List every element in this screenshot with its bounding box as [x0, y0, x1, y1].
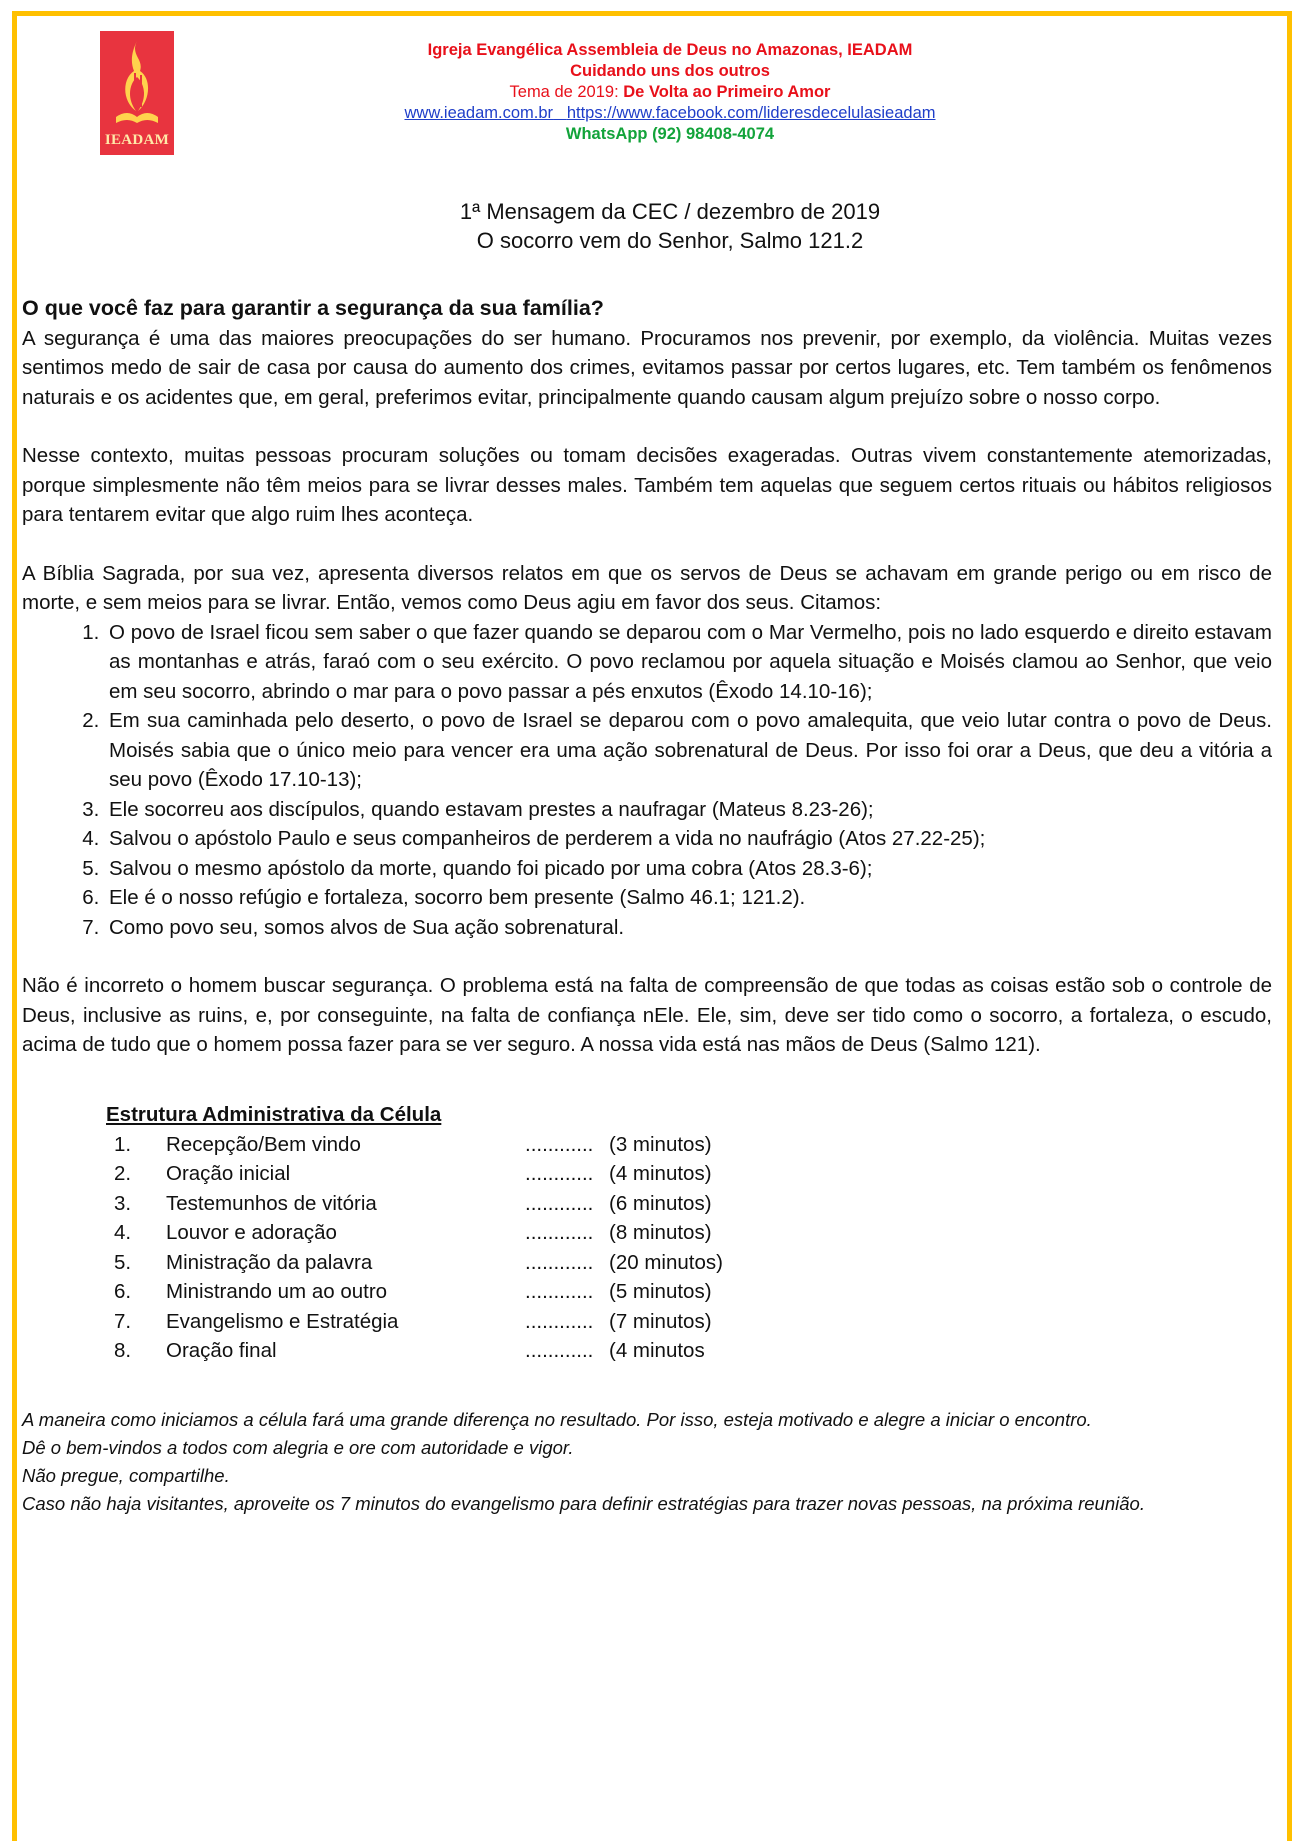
list-item: 2. Em sua caminhada pelo deserto, o povo de Israel se deparou com o povo amalequita, que veio lutar contra o povo de Deus. Moisés sabia que o único meio para vencer era uma ação sobrenatural de Deus. Por isso foi orar a Deus, que deu a vitória a seu povo (Êxodo 17.10-13); [105, 706, 1272, 795]
note-3: Não pregue, compartilhe. [22, 1464, 230, 1486]
list-item: 6. Ele é o nosso refúgio e fortaleza, socorro bem presente (Salmo 46.1; 121.2). [105, 883, 1272, 913]
theme-line [300, 82, 1040, 103]
paragraph-2: Nesse contexto, muitas pessoas procuram soluções ou tomam decisões exageradas. Outras vivem constantemente atemorizadas, porque simplesmente não têm meios para se livrar desses males. Também tem aquelas que seguem certos rituais ou hábitos religiosos para tentarem evitar que algo ruim lhes aconteça. [22, 444, 1272, 526]
facebook-link[interactable]: https://www.facebook.com/lideresdecelulasieadam [566, 104, 936, 122]
structure-row: 8. Oração final ............ (4 minutos [114, 1339, 705, 1362]
list-item: 5. Salvou o mesmo apóstolo da morte, quando foi picado por uma cobra (Atos 28.3-6); [105, 854, 1272, 884]
structure-row: 1. Recepção/Bem vindo ............ (3 minutos) [114, 1132, 712, 1156]
note-2: Dê o bem-vindos a todos com alegria e ore com autoridade e vigor. [22, 1436, 574, 1458]
links-line [300, 103, 1040, 124]
structure-row: 3. Testemunhos de vitória ............ (6 minutos) [114, 1191, 712, 1215]
theme-title: De Volta ao Primeiro Amor [623, 83, 831, 101]
flame-bible-icon [110, 37, 164, 127]
leader-notes [22, 1406, 1272, 1518]
paragraph-4: Não é incorreto o homem buscar segurança. O problema está na falta de compreensão de que todas as coisas estão sob o controle de Deus, inclusive as ruins, e, por conseguinte, na falta de confiança nEle. Ele, sim, deve ser tido como o socorro, a fortaleza, o escudo, acima de tudo que o homem possa fazer para se ver seguro. A nossa vida está nas mãos de Deus (Salmo 121). [22, 974, 1272, 1056]
ieadam-logo [100, 31, 174, 155]
list-item: 7. Como povo seu, somos alvos de Sua ação sobrenatural. [105, 913, 1272, 943]
structure-row: 2. Oração inicial ............ (4 minutos) [114, 1162, 712, 1185]
structure-row: 7. Evangelismo e Estratégia ............ (7 minutos) [114, 1309, 712, 1333]
paragraph-1: A segurança é uma das maiores preocupações do ser humano. Procuramos nos prevenir, por exemplo, da violência. Muitas vezes sentimos medo de sair de casa por causa do aumento dos crimes, evitamos passar por certos lugares, etc. Tem também os fenômenos naturais e os acidentes que, em geral, preferimos evitar, principalmente quando causam algum prejuízo sobre o nosso corpo. [22, 326, 1272, 409]
list-item: 1. O povo de Israel ficou sem saber o que fazer quando se deparou com o Mar Vermelho, pois no lado esquerdo e direito estavam as montanhas e atrás, faraó com o seu exército. O povo reclamou por aquela situação e Moisés clamou ao Senhor, que veio em seu socorro, abrindo o mar para o povo passar a pés enxutos (Êxodo 14.10-16); [105, 618, 1272, 707]
opening-question: O que você faz para garantir a segurança da sua família? [22, 296, 604, 320]
message-title-line1: 1ª Mensagem da CEC / dezembro de 2019 [459, 199, 881, 224]
structure-row: 6. Ministrando um ao outro ............ (5 minutos) [114, 1280, 712, 1303]
cell-structure [106, 1100, 1272, 1366]
paragraph-3: A Bíblia Sagrada, por sua vez, apresenta diversos relatos em que os servos de Deus se achavam em grande perigo ou em risco de morte, e sem meios para se livrar. Então, vemos como Deus agiu em favor dos seus. Citamos: [22, 561, 1272, 614]
examples-list [22, 618, 1272, 943]
list-item: 4. Salvou o apóstolo Paulo e seus companheiros de perderem a vida no naufrágio (Atos 27.22-25); [105, 824, 1272, 854]
message-title [300, 197, 1040, 255]
structure-row: 5. Ministração da palavra ............ (20 minutos) [114, 1250, 723, 1274]
structure-title: Estrutura Administrativa da Célula [106, 1102, 442, 1126]
message-title-line2: O socorro vem do Senhor, Salmo 121.2 [476, 228, 864, 253]
message-body [22, 294, 1272, 1518]
website-link[interactable]: www.ieadam.com.br [404, 104, 554, 122]
list-item: 3. Ele socorreu aos discípulos, quando estavam prestes a naufragar (Mateus 8.23-26); [105, 795, 1272, 825]
note-1: A maneira como iniciamos a célula fará uma grande diferença no resultado. Por isso, esteja motivado e alegre a iniciar o encontro. [22, 1408, 1092, 1430]
logo-text: IEADAM [104, 132, 170, 148]
church-header [300, 40, 1040, 145]
church-name: Igreja Evangélica Assembleia de Deus no Amazonas, IEADAM [427, 41, 913, 59]
structure-row: 4. Louvor e adoração ............ (8 minutos) [114, 1221, 712, 1244]
whatsapp-contact: WhatsApp (92) 98408-4074 [565, 125, 775, 143]
theme-prefix: Tema de 2019: [509, 83, 624, 101]
note-4: Caso não haja visitantes, aproveite os 7 minutos do evangelismo para definir estratégias para trazer novas pessoas, na próxima reunião. [22, 1492, 1145, 1514]
church-motto: Cuidando uns dos outros [570, 62, 770, 80]
